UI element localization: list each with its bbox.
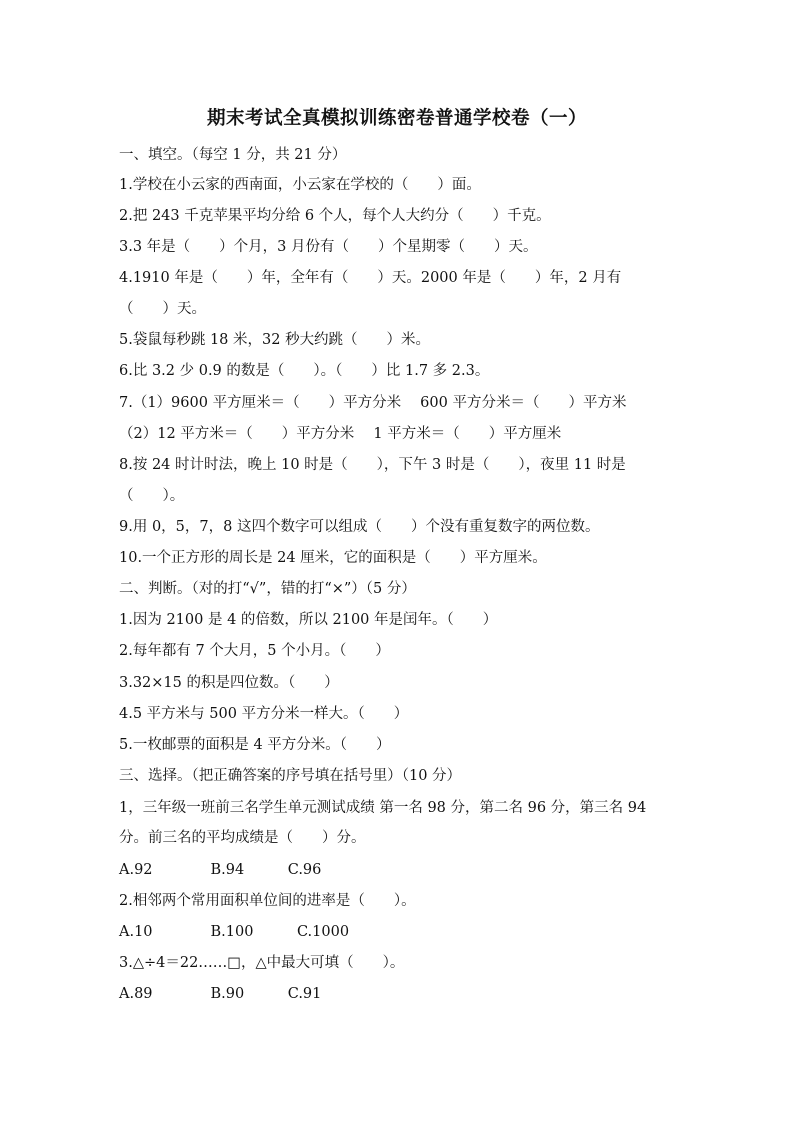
question-line: 1，三年级一班前三名学生单元测试成绩 第一名 98 分，第二名 96 分，第三名 94 [119, 800, 647, 816]
question-line: （2）12 平方米＝（ ）平方分米 1 平方米＝（ ）平方厘米 [119, 426, 562, 442]
section-heading-multiple-choice: 三、选择。（把正确答案的序号填在括号里）（10 分） [119, 768, 462, 784]
question-line: 分。前三名的平均成绩是（ ）分。 [119, 830, 366, 846]
question-line: 5.袋鼠每秒跳 18 米，32 秒大约跳（ ）米。 [119, 332, 431, 348]
question-line: 3.3 年是（ ）个月，3 月份有（ ）个星期零（ ）天。 [119, 239, 538, 255]
question-line: 2.把 243 千克苹果平均分给 6 个人，每个人大约分（ ）千克。 [119, 208, 551, 224]
question-line: 4.1910 年是（ ）年，全年有（ ）天。2000 年是（ ）年，2 月有 [119, 270, 622, 286]
answer-options: A.89 B.90 C.91 [119, 986, 322, 1002]
answer-options: A.92 B.94 C.96 [119, 862, 322, 878]
section-heading-true-false: 二、判断。（对的打“√”，错的打“×”）（5 分） [119, 581, 416, 597]
question-line: （ ）天。 [119, 301, 206, 317]
question-line: 7.（1）9600 平方厘米＝（ ）平方分米 600 平方分米＝（ ）平方米 [119, 395, 627, 411]
question-line: 2.每年都有 7 个大月，5 个小月。（ ） [119, 643, 390, 659]
question-line: 8.按 24 时计时法，晚上 10 时是（ ），下午 3 时是（ ），夜里 11 时是 [119, 457, 626, 473]
answer-options: A.10 B.100 C.1000 [119, 924, 350, 940]
question-line: 9.用 0，5，7，8 这四个数字可以组成（ ）个没有重复数字的两位数。 [119, 519, 600, 535]
question-line: （ ）。 [119, 488, 185, 504]
question-line: 5.一枚邮票的面积是 4 平方分米。（ ） [119, 737, 391, 753]
question-line: 3.32×15 的积是四位数。（ ） [119, 675, 339, 691]
question-line: 3.△÷4＝22……□，△中最大可填（ ）。 [119, 955, 405, 971]
exam-title: 期末考试全真模拟训练密卷普通学校卷（一） [206, 108, 587, 129]
question-line: 2.相邻两个常用面积单位间的进率是（ ）。 [119, 893, 416, 909]
question-line: 4.5 平方米与 500 平方分米一样大。（ ） [119, 706, 409, 722]
question-line: 10.一个正方形的周长是 24 厘米，它的面积是（ ）平方厘米。 [119, 550, 547, 566]
section-heading-fill-blank: 一、填空。（每空 1 分，共 21 分） [119, 147, 347, 163]
question-line: 6.比 3.2 少 0.9 的数是（ ）。（ ）比 1.7 多 2.3。 [119, 363, 490, 379]
question-line: 1.学校在小云家的西南面，小云家在学校的（ ）面。 [119, 177, 481, 193]
question-line: 1.因为 2100 是 4 的倍数，所以 2100 年是闰年。（ ） [119, 612, 498, 628]
